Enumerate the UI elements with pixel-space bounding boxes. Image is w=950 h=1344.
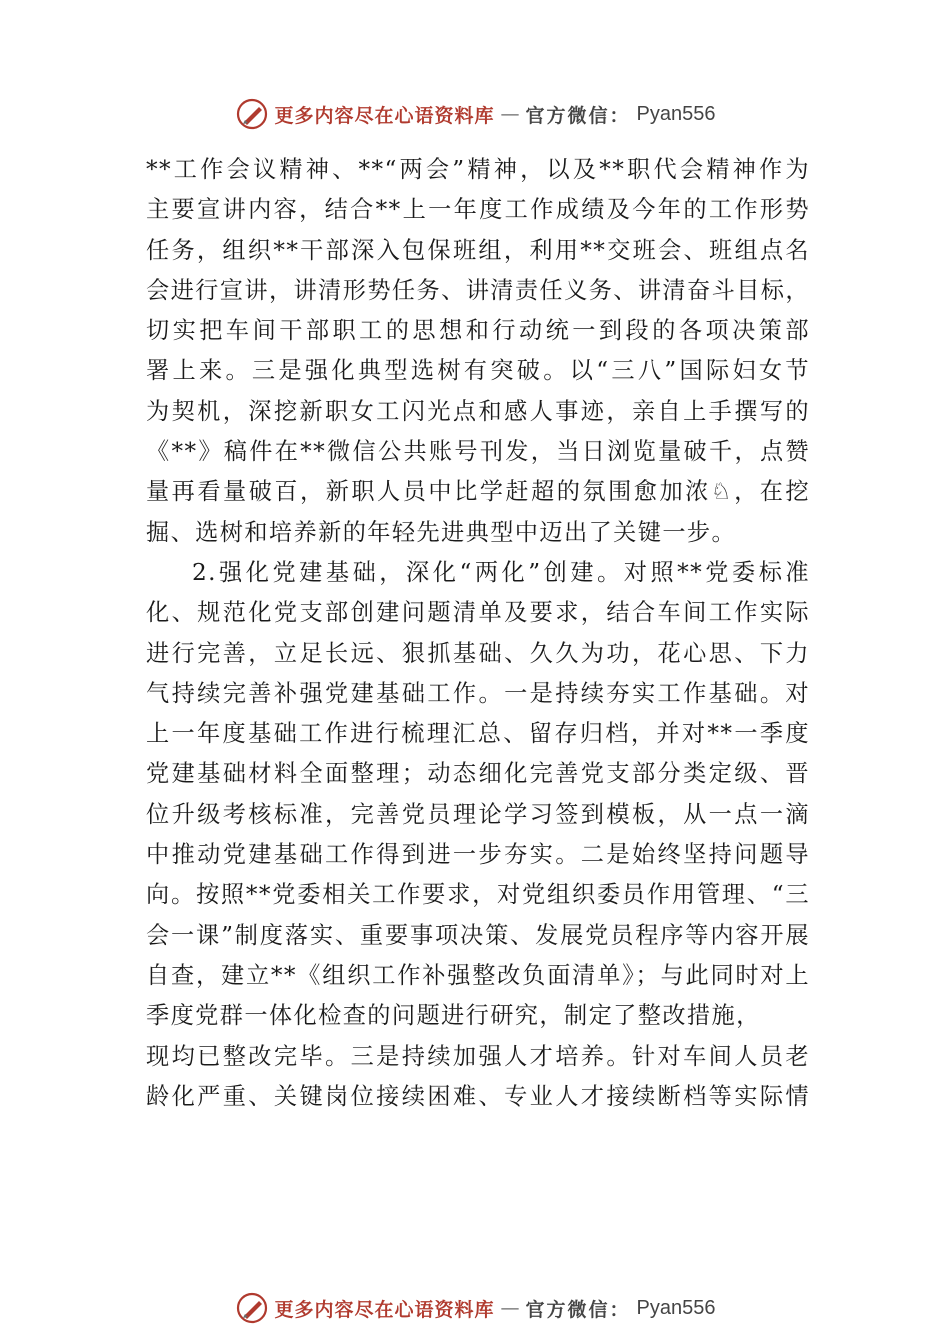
text-line: 季度党群一体化检查的问题进行研究，制定了整改措施， [146, 1002, 761, 1030]
text-line: 气持续完善补强党建基础工作。一是持续夯实工作基础。对 [146, 679, 810, 707]
text-line: 会一课”制度落实、重要事项决策、发展党员程序等内容开展 [146, 921, 810, 949]
text-line: 现均已整改完毕。三是持续加强人才培养。针对车间人员老 [146, 1042, 810, 1070]
text-line: 《**》稿件在**微信公共账号刊发，当日浏览量破千，点赞 [146, 438, 810, 466]
text-line: 自查，建立**《组织工作补强整改负面清单》；与此同时对上 [146, 961, 810, 989]
text-line: 署上来。三是强化典型选树有突破。以“三八”国际妇女节 [146, 357, 810, 385]
pen-circle-logo-icon [235, 1291, 269, 1325]
text-line: 任务，组织**干部深入包保班组，利用**交班会、班组点名 [146, 236, 810, 264]
banner-separator: — [500, 1297, 520, 1319]
banner-label: 官方微信： [525, 1298, 631, 1321]
text-line: 为契机，深挖新职女工闪光点和感人事迹，亲自上手撰写的 [146, 397, 810, 425]
text-line: **工作会议精神、**“两会”精神，以及**职代会精神作为 [146, 156, 810, 183]
banner-main-text: 更多内容尽在心语资料库 [274, 104, 495, 127]
text-line: 中推动党建基础工作得到进一步夯实。二是始终坚持问题导 [146, 841, 810, 869]
text-line: 向。按照**党委相关工作要求，对党组织委员作用管理、“三 [146, 881, 810, 909]
text-line: 进行完善，立足长远、狠抓基础、久久为功，花心思、下力 [146, 639, 810, 667]
text-line: 掘、选树和培养新的年轻先进典型中迈出了关键一步。 [146, 518, 737, 546]
document-body [146, 150, 810, 1117]
text-line: 党建基础材料全面整理；动态细化完善党支部分类定级、晋 [146, 760, 810, 788]
pen-circle-logo-icon [235, 97, 269, 131]
banner-wechat-id: Pyan556 [636, 102, 716, 125]
text-line: 位升级考核标准，完善党员理论学习签到模板，从一点一滴 [146, 800, 810, 828]
paragraph-heading-line: 2.强化党建基础，深化“两化”创建。对照**党委标准 [192, 558, 810, 586]
text-line: 量再看量破百，新职人员中比学赶超的氛围愈加浓♘，在挖 [146, 478, 810, 506]
banner-label: 官方微信： [525, 104, 631, 127]
banner-main-text: 更多内容尽在心语资料库 [274, 1298, 495, 1321]
text-line: 切实把车间干部职工的思想和行动统一到段的各项决策部 [146, 317, 810, 345]
text-line: 主要宣讲内容，结合**上一年度工作成绩及今年的工作形势 [146, 196, 810, 224]
banner-wechat-id: Pyan556 [636, 1296, 716, 1319]
banner-separator: — [500, 103, 520, 125]
text-line: 化、规范化党支部创建问题清单及要求，结合车间工作实际 [146, 599, 810, 627]
text-line: 会进行宣讲，讲清形势任务、讲清责任义务、讲清奋斗目标， [146, 276, 810, 304]
footer-banner [0, 1288, 950, 1328]
text-line: 龄化严重、关键岗位接续困难、专业人才接续断档等实际情 [146, 1082, 810, 1110]
header-banner [0, 94, 950, 134]
text-line: 上一年度基础工作进行梳理汇总、留存归档，并对**一季度 [146, 720, 810, 748]
